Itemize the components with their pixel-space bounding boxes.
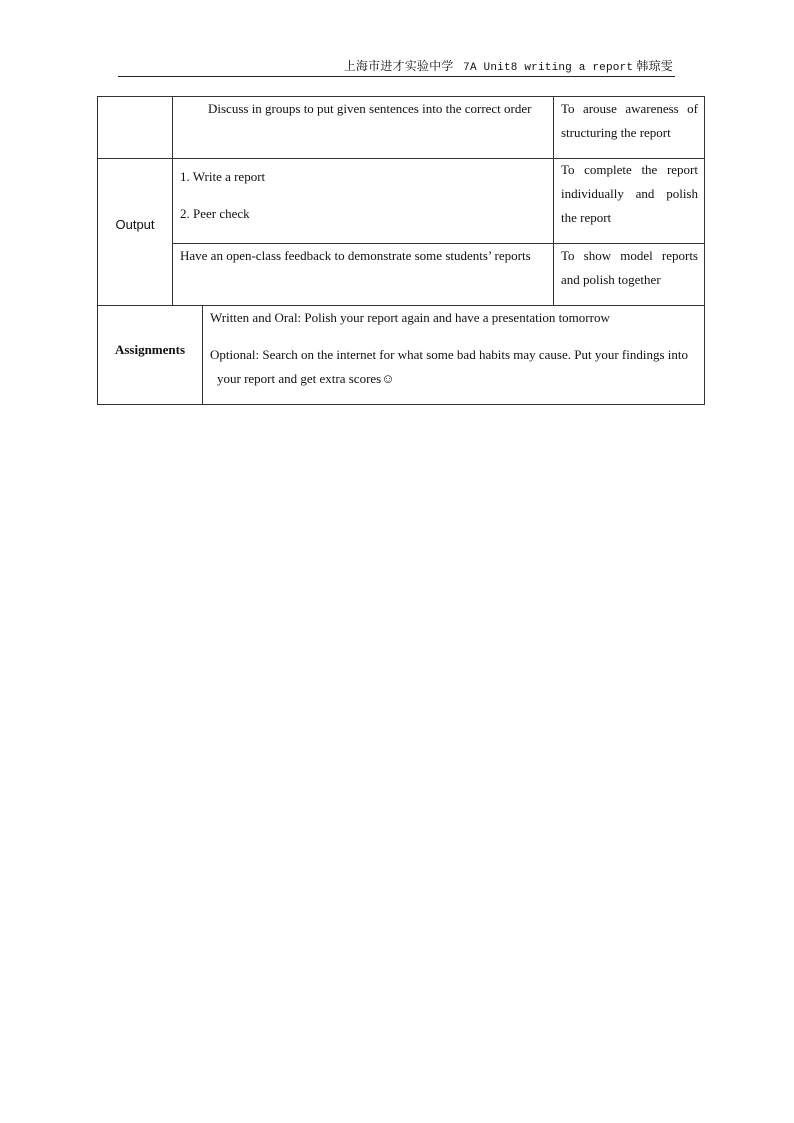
- output-activity-write: 1. Write a report: [180, 169, 266, 184]
- assignments-line1: Written and Oral: Polish your report again and have a presentation tomorrow: [210, 310, 610, 325]
- header-text: [344, 57, 673, 74]
- row1-purpose: To arouse awareness of structuring the report: [561, 101, 698, 140]
- assignments-line2: Optional: Search on the internet for what some bad habits may cause. Put your findings into your report and get extra scores☺: [210, 347, 689, 386]
- assignments-label: Assignments: [114, 342, 186, 357]
- header-course: 7A Unit8 writing a report: [463, 62, 634, 74]
- output-purpose1: To complete the report individually and polish the report: [561, 162, 698, 225]
- output-activity-peer-check: 2. Peer check: [180, 206, 250, 221]
- output-purpose2: To show model reports and polish together: [561, 248, 698, 287]
- table-rule: [172, 96, 173, 306]
- header-teacher: 韩琼雯: [636, 59, 673, 73]
- output-label: Output: [115, 217, 155, 232]
- table-rule: [202, 305, 203, 405]
- table-rule: [553, 96, 554, 306]
- header-school: 上海市进才实验中学: [343, 59, 454, 73]
- output-activity-feedback: Have an open-class feedback to demonstrate some students’ reports: [180, 248, 531, 263]
- page-header: [118, 56, 675, 77]
- row1-activity: Discuss in groups to put given sentences into the correct order: [208, 101, 532, 116]
